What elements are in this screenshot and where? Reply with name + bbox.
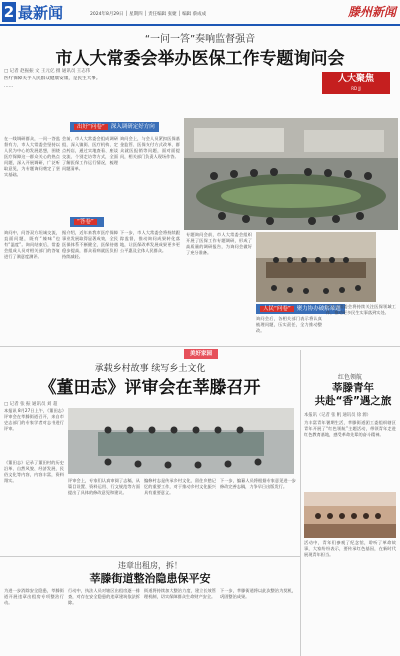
culture-subheading: 承载乡村故事 续写乡土文化 xyxy=(94,364,206,374)
section-tag-3 xyxy=(70,217,104,227)
text-column: 活动中，青年们参观了纪念馆，聆听了革命故事，大家纷纷表示，要传承红色基因，在新时代展现青年担当。 xyxy=(304,540,396,557)
text-column: 市人大常委会将持续关注医保领域工作，推动更多民生实事落到实处。 xyxy=(326,304,396,315)
right-byline: 本报讯（记者 张 帆 通讯员 徐 源） xyxy=(304,413,371,418)
section-tag-1 xyxy=(70,122,159,132)
meeting-photo-1 xyxy=(184,118,398,230)
top-byline: □ 记者 赵振振 文 王元亿 摄 通讯员 王志伟 xyxy=(4,69,91,74)
top-lead xyxy=(4,76,310,116)
tag-text: 深入调研定好方向 xyxy=(110,124,155,130)
text-column: 下一步，莘滕街道将以此次整治为契机，巩固整治成果。 xyxy=(220,588,296,599)
culture-headline: 《董田志》评审会在莘滕召开 xyxy=(39,378,261,398)
text-column: 为进一步消除安全隐患，莘滕街道开展违章出租房专项整治行动。 xyxy=(4,588,64,605)
culture-tag: 美好家园 xyxy=(184,349,218,359)
bottom-subheading: 违章出租房，拆！ xyxy=(118,561,182,570)
tag-key: “答卷” xyxy=(74,219,97,225)
text-column: 《董田志》记录了董田村的历史沿革、自然风貌、经济发展、民俗文化等内容，内容丰富，资料翔实。 xyxy=(4,460,64,483)
text-column: 询问会后，各相关部门表示将认真梳理问题，压实责任，全力推动整改。 xyxy=(256,316,322,333)
text-column: 下一步，编纂人员将根据专家意见进一步修改完善志稿，力争早日出版发行。 xyxy=(220,478,296,489)
text-column: 街道将持续加大整治力度，建立长效管理机制，切实保障群众生命财产安全。 xyxy=(144,588,216,599)
lead-paragraph: …… xyxy=(4,83,14,89)
culture-byline: □ 记者 张 振 通讯员 刘 超 xyxy=(4,402,58,407)
badge-subtitle: RD JJ xyxy=(351,86,361,91)
newspaper-logo: 滕州新闻 xyxy=(347,5,396,19)
lead-paragraph: 医疗保障关乎人民群众健康安康，是民生大事。 xyxy=(4,76,101,81)
text-column: 询问会上，与会人员紧扣医保基金监管、医保支付方式改革、群众就医报销等问题，面对面提问，相关部门负责人现场作答。 xyxy=(120,136,180,159)
text-column: 行动中，执法人员对辖区出租房逐一排查，对存在安全隐患的违章建筑依法拆除。 xyxy=(68,588,140,605)
right-headline: 莘滕青年 共赴“香”遇之旅 xyxy=(314,382,392,407)
top-subheading: “一问一答”奏响监督强音 xyxy=(144,34,256,45)
tag-key: 人民“问卷” xyxy=(260,306,294,312)
text-column: 评审会上，专家们认真审阅了志稿，从篇目设置、资料运用、行文规范等方面提出了具体的修改意见和建议。 xyxy=(68,478,140,495)
tag-text: 聚力协办破解难题 xyxy=(296,306,341,312)
column-badge xyxy=(322,72,390,94)
bottom-headline: 莘滕街道整治隐患保平安 xyxy=(89,572,211,585)
page-number: 2 xyxy=(3,3,15,21)
text-column: 据介绍，近年来我市医疗保障事业发展取得显著成效，全民医保体系不断健全，医保待遇稳步提高，群众看病就医负担持续减轻。 xyxy=(62,230,118,259)
top-headline: 市人大常委会举办医保工作专题询问会 xyxy=(55,49,345,69)
review-meeting-photo xyxy=(68,408,294,474)
text-column: 在一线调研群众，一问一答监督有力，市人大常委会坚持以人民为中心的发展思想，围绕医疗保障这一群众关心的热点问题，深入开展调研，广泛听取意见，为专题询问奠定了坚实基础。 xyxy=(4,136,60,177)
badge-title: 人大聚焦 xyxy=(337,74,374,84)
text-column: 下一步，市人大常委会将持续跟踪监督，推动询问成果转化落地，让医保改革发展成果更多更公平惠及全体人民群众。 xyxy=(120,230,180,253)
tag-key: 出好“问卷” xyxy=(74,124,108,130)
divider xyxy=(0,556,300,557)
header-rule xyxy=(0,24,400,26)
meeting-photo-2 xyxy=(256,232,376,302)
right-column-label: 红色领航 xyxy=(338,374,363,381)
text-column: 为丰富青年暑期生活，莘滕街道团工委组织辖区青年开展了“红色领航”主题活动，带领青年走进红色教育基地，感受革命先辈的奋斗精神。 xyxy=(304,420,396,437)
page-header xyxy=(0,0,400,26)
text-column: 询问中，问答双方坦诚交流，直面问题，既有“辣味”也有“温度”。询问结束后，常委会组成人员对相关部门的答复进行了满意度测评。 xyxy=(4,230,60,259)
section-name: 最新闻 xyxy=(18,4,64,22)
header-meta: 2024年8月29日 │ 星期四 │ 责任编辑 张婕 │ 编辑 蔡成成 xyxy=(90,12,207,17)
divider xyxy=(300,350,301,656)
text-column: 本报讯 8月27日上午，《董田志》评审会在莘滕街道召开，来自市史志部门的专家学者对志书进行评审。 xyxy=(4,408,64,431)
text-column: 会前，市人大常委会组成调研组，深入镇街、医疗机构、定点药店，通过实地查看、座谈交流、个别走访等方式，全面了解医保工作运行情况，梳理问题清单。 xyxy=(62,136,118,171)
text-column: 编修村志是传承乡村文化、留住乡愁记忆的重要工作，对于推动乡村文化振兴具有重要意义。 xyxy=(144,478,216,495)
youth-photo xyxy=(304,492,396,538)
divider xyxy=(0,346,400,347)
text-column: 专题询问会前，市人大常委会组织开展了医保工作专题调研，形成了高质量的调研报告，为询问会做好了充分准备。 xyxy=(186,232,252,255)
